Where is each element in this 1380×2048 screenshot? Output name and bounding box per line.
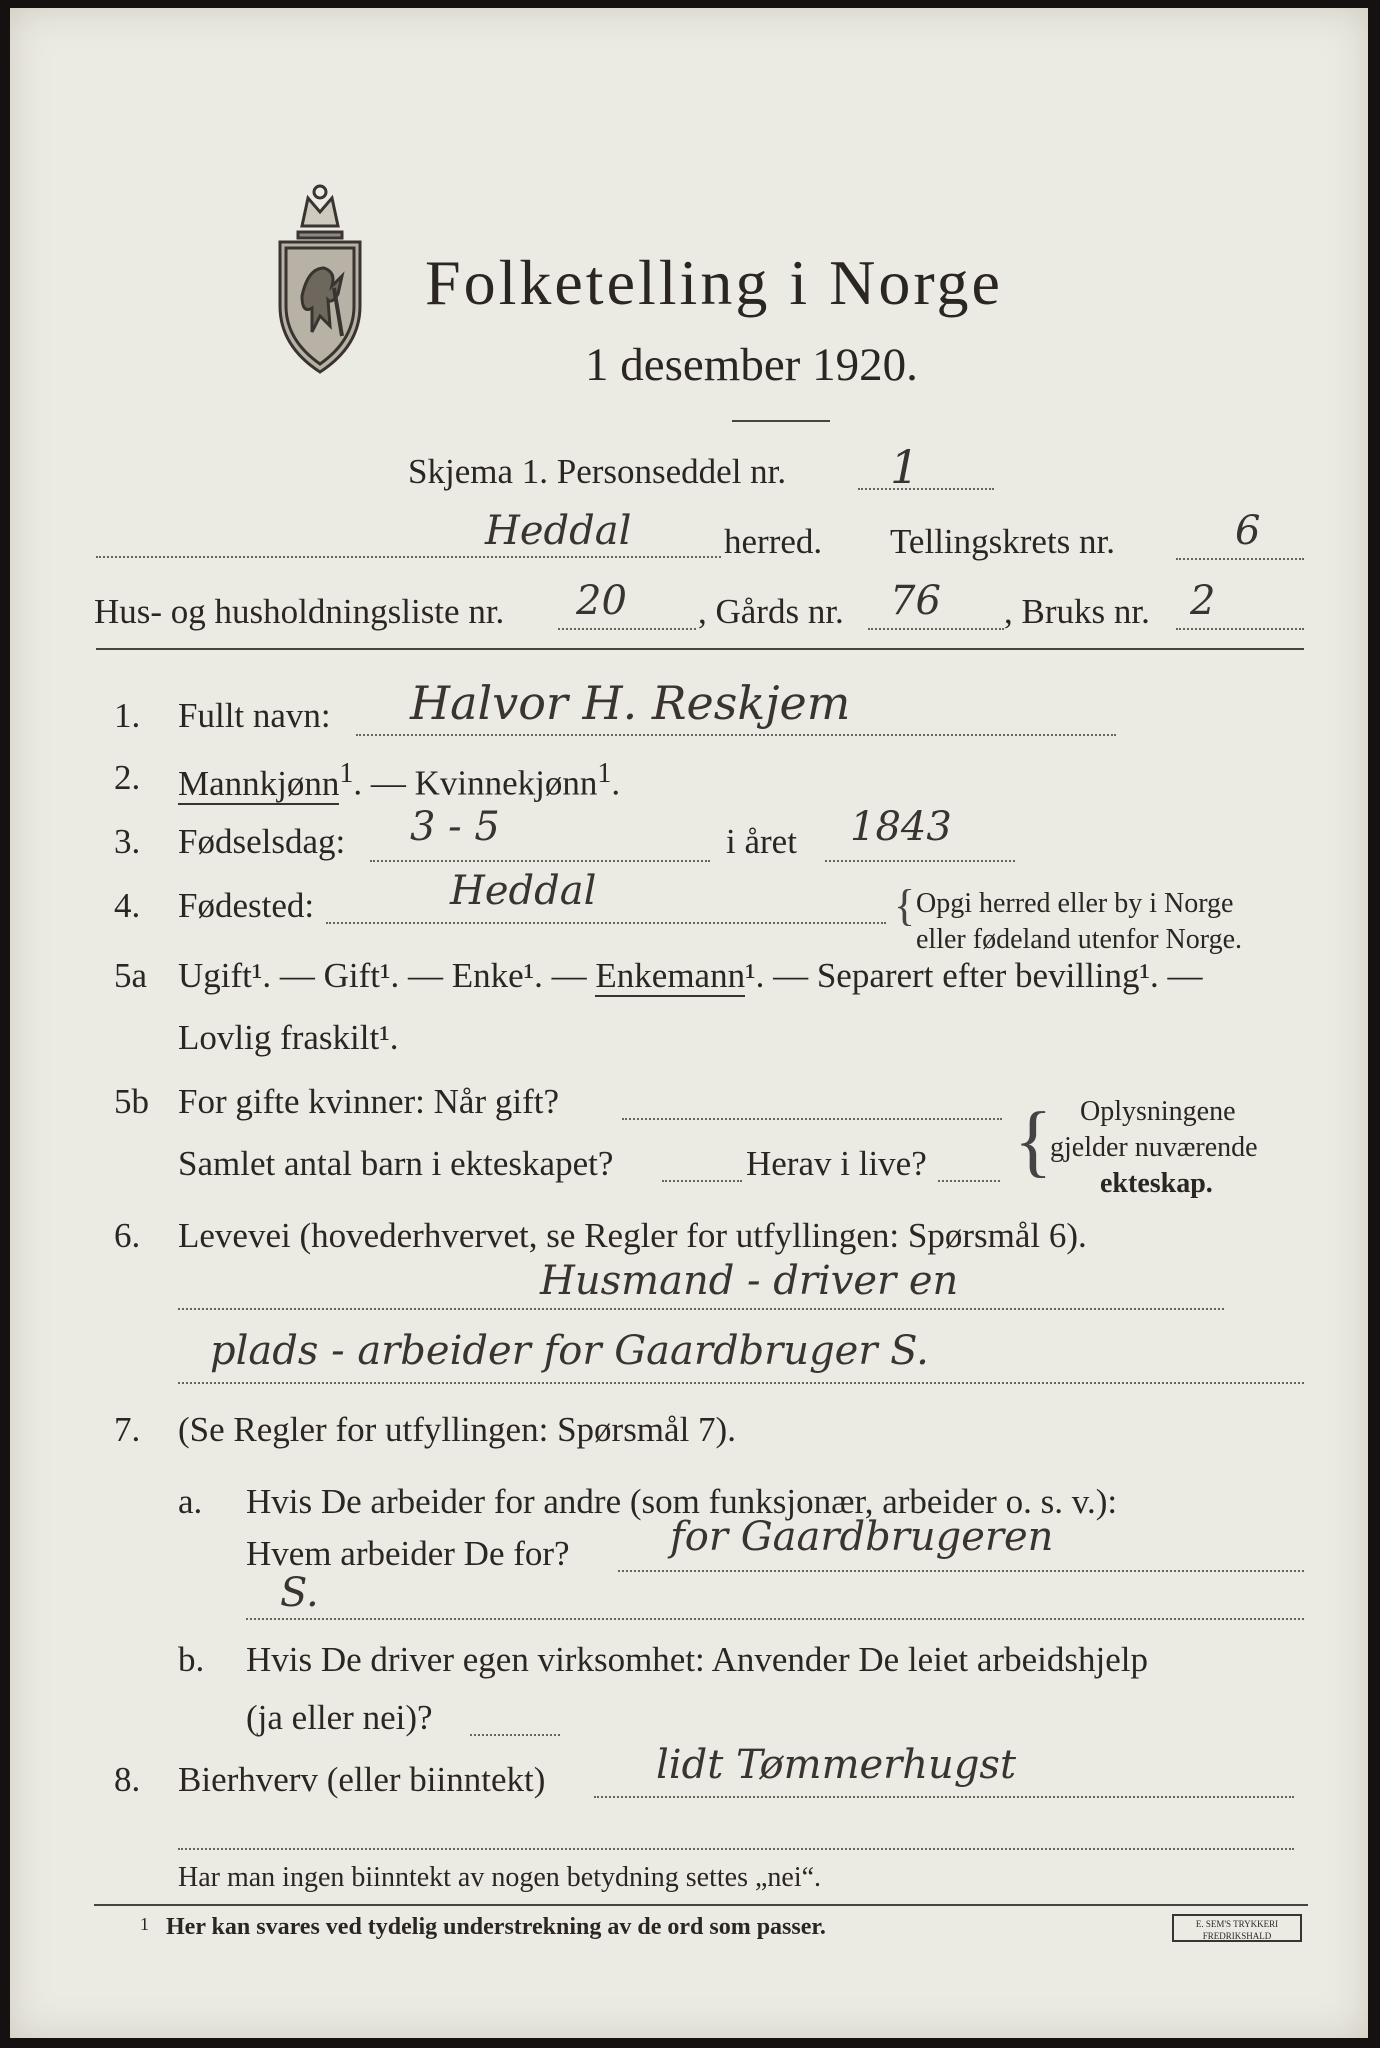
q7a-answer1: for Gaardbrugeren [670,1514,1054,1560]
q7b-answer-line [470,1734,560,1736]
q7b-line1: Hvis De driver egen virksomhet: Anvender De leiet arbeidshjelp [246,1640,1148,1679]
personseddel-number: 1 [890,440,920,494]
q6-answer1: Husmand - driver en [540,1258,959,1304]
q5b-married-field-line [622,1118,1002,1120]
q3-birth-year: 1843 [850,804,952,850]
q7a-line2: Hvem arbeider De for? [246,1534,570,1573]
skjema-label: Skjema 1. Personseddel nr. [408,452,787,491]
footnote-text: Her kan svares ved tydelig understrekning av de ord som passer. [166,1914,826,1940]
q8-value: lidt Tømmerhugst [656,1742,1017,1788]
bruks-value: 2 [1190,578,1216,624]
title-divider [732,420,830,422]
hus-label: Hus- og husholdningsliste nr. [94,592,505,631]
q8-number: 8. [114,1760,141,1799]
q6-answer2: plads - arbeider for Gaardbruger S. [210,1328,929,1374]
q5b-note-line2: gjelder nuværende [1050,1132,1258,1163]
census-form-sheet [10,8,1368,2038]
q3-year-label: i året [726,822,797,861]
tellingskrets-field-line [1176,558,1304,560]
q4-note-line1: Opgi herred eller by i Norge [916,888,1234,919]
q5b-line1: For gifte kvinner: Når gift? [178,1082,560,1121]
q5b-number: 5b [114,1082,149,1121]
q5b-line2: Samlet antal barn i ekteskapet? [178,1144,614,1183]
q1-field-line [356,734,1116,736]
q7-label: (Se Regler for utfyllingen: Spørsmål 7). [178,1410,736,1449]
q5b-children-field-line [662,1180,742,1182]
header-separator [96,648,1304,650]
herred-label: herred. [724,522,823,561]
q5a-marital-options: Ugift¹. — Gift¹. — Enke¹. — Enkemann¹. — Separert efter bevilling¹. — [178,956,1203,995]
q5b-line2b: Herav i live? [746,1144,927,1183]
form-date: 1 desember 1920. [585,339,918,391]
q3-date-field-line [370,860,710,862]
q5b-note-line1: Oplysningene [1080,1096,1236,1127]
q6-number: 6. [114,1216,141,1255]
q3-number: 3. [114,822,141,861]
norwegian-coat-of-arms-icon [272,176,368,376]
q4-note-line2: eller fødeland utenfor Norge. [916,924,1243,955]
q4-field-line [326,922,886,924]
q7a-answer2: S. [280,1570,319,1616]
herred-value: Heddal [485,508,632,554]
form-title: Folketelling i Norge [425,247,1003,318]
q8-extra-line [178,1848,1294,1850]
q8-label: Bierhverv (eller biinntekt) [178,1760,546,1799]
q7-number: 7. [114,1410,141,1449]
q6-label: Levevei (hovederhvervet, se Regler for utfyllingen: Spørsmål 6). [178,1216,1087,1255]
q4-brace: { [894,881,916,930]
q6-answer-line1 [178,1308,1224,1310]
q7a-letter: a. [178,1482,203,1521]
q2-mannkjonn-underlined: Mannkjønn [178,763,340,803]
q4-label: Fødested: [178,886,315,925]
q7b-letter: b. [178,1640,205,1679]
q1-number: 1. [114,696,141,735]
q2-sex-options: Mannkjønn$^1$. — Kvinnekjønn$^1$. [178,758,621,803]
hus-field-line [558,628,696,630]
q2-number: 2. [114,758,141,797]
q5b-alive-field-line [938,1180,1000,1182]
q5a-number: 5a [114,956,148,995]
q7a-answer-line1 [618,1570,1304,1572]
footnote-separator [94,1904,1308,1906]
q1-full-name: Halvor H. Reskjem [410,676,851,730]
bruks-label: , Bruks nr. [1004,592,1150,631]
tellingskrets-label: Tellingskrets nr. [890,522,1116,561]
q1-label: Fullt navn: [178,696,331,735]
footnote-mark: 1 [140,1914,149,1934]
q6-answer-line2 [178,1382,1304,1384]
q3-birth-date: 3 - 5 [410,804,500,850]
q3-year-field-line [825,860,1015,862]
q7a-line1: Hvis De arbeider for andre (som funksjonær, arbeider o. s. v.): [246,1482,1118,1521]
q8-field-line [594,1796,1294,1798]
q5b-brace: { [1014,1097,1053,1185]
q5a-line2: Lovlig fraskilt¹. [178,1018,399,1057]
gards-field-line [868,628,1004,630]
personseddel-field-line [858,488,994,490]
herred-field-line [96,556,721,558]
hus-value: 20 [576,578,627,624]
nei-note: Har man ingen biinntekt av nogen betydning settes „nei“. [178,1862,822,1893]
printer-stamp: E. SEM'S TRYKKERI FREDRIKSHALD [1172,1914,1302,1942]
q7b-line2: (ja eller nei)? [246,1698,433,1737]
gards-label: , Gårds nr. [698,592,844,631]
q5b-note-line3: ekteskap. [1100,1168,1213,1199]
bruks-field-line [1176,628,1304,630]
q7a-answer-line2 [246,1618,1304,1620]
q4-birthplace: Heddal [450,868,597,914]
q4-number: 4. [114,886,141,925]
q3-label: Fødselsdag: [178,822,346,861]
q5a-enkemann-underlined: Enkemann [595,956,746,995]
tellingskrets-value: 6 [1235,508,1261,554]
gards-value: 76 [890,578,941,624]
